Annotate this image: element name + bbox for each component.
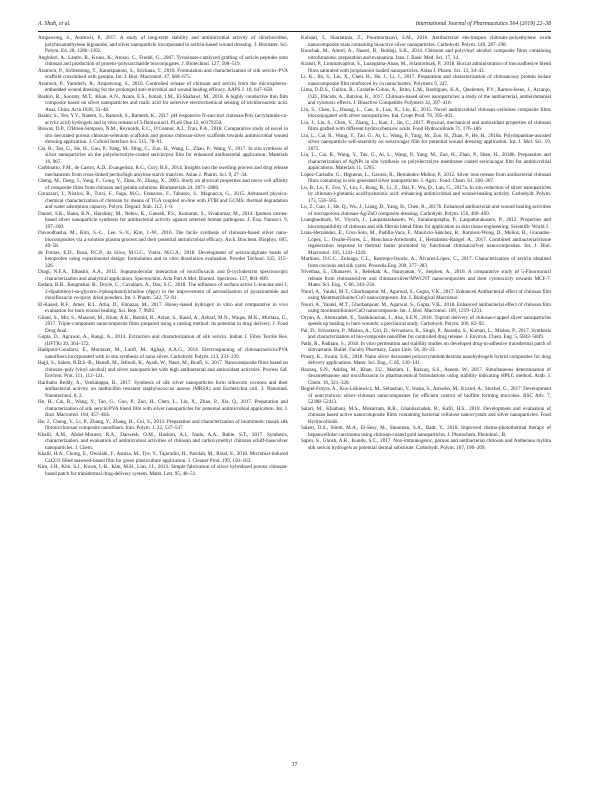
reference-entry: Luangbudnark, W., Viyoch, J., Laupattarakasem, W., Surakunprapha, P., Laupattarakasem, P., 2012. Properties and biocompatibility of chitosan and silk fibroin blend films for application in skin tissue engineering. Scientific World J. [301, 217, 551, 230]
reference-entry: He, J., Cheng, Y., Li, P., Zhang, Y., Zhang, H., Cui, S., 2013. Preparation and characterization of biomimetic tussah silk fibroin/chitosan composite nanofibers. Iran. Polym. J. 22, 537–547. [38, 418, 288, 431]
reference-entry: Salari, M., Khiabani, M.S., Mokarram, R.R., Ghanbarzadeh, B., Kafil, H.S., 2018. Development and evaluation of chitosan based active nanocomposite films containing bacterial cellulose nanocrystals and silver nanoparticles. Food Hydrocolloids. [301, 405, 551, 425]
running-header-authors: A. Shah, et al. [38, 21, 71, 27]
reference-entry: Bashir, S., Teo, Y.Y., Naeem, S., Ramesh, S., Ramesh, K., 2017. pH responsive N-succinyl chitosan/Poly (acrylamide-co-acrylic acid) hydrogels and in vitro release of 5-fluorouracil. PLoS One 12, e0179250. [38, 113, 288, 126]
reference-entry: Hajji, S., Salem, R.B.S.-B., Hamdi, M., Jellouli, K., Ayadi, W., Nasri, M., Boufi, S., 2017. Nanocomposite films based on chitosan–poly (vinyl alcohol) and silver nanoparticles with high antibacterial and antioxidant activities. Process Saf. Environ. Prot. 111, 112–121. [38, 360, 288, 379]
reference-entry: Lu, B., Lu, F., Zou, Y., Liu, J., Rong, B., Li, Z., Dai, F., Wu, D., Lan, G., 2017a. In situ reduction of silver nanoparticles by chitosan-l-glutamic acid/hyaluronic acid: enhancing antimicrobial and wound-healing activity. Carbohydr. Polym. 173, 556–565. [301, 184, 551, 204]
reference-entry: Bashiri, R., Sooraty, M.T., Khan, A.N., Azam, E.S., Ismail, I.M., El-Shahawi, M., 2018. A highly conductive thin film composite based on silver nanoparticles and malic acid for selective electrochemical sensing of trichloroacetic acid. Anal. Chim. Acta 1036, 33–48. [38, 93, 288, 113]
reference-entry: Kraisit, P., Limmatvapirat, S., Luangtana-Anan, M., Sriamornsak, P., 2018. Buccal administration of mucoadhesive blend films saturated with propranolol loaded nanoparticles. Asian J. Pharm. Sci. 13, 34–43. [301, 61, 551, 74]
reference-entry: Cheng, M., Deng, J., Yang, F., Gong, Y., Zhao, N., Zhang, X., 2003. Study on physical properties and nerve cell affinity of composite films from chitosan and gelatin solutions. Biomaterials 24, 2871–2880. [38, 178, 288, 191]
running-header-journal: International Journal of Pharmaceutics 564 (2019) 22–38 [415, 21, 551, 27]
reference-entry: Hadipour-Goudarzi, E., Montazer, M., Latifi, M., Aghaji, A.A.G., 2014. Electrospinning of chitosan/sericin/PVA nanofibers incorporated with in situ synthesis of nano silver. Carbohydr. Polym. 113, 231–239. [38, 347, 288, 360]
reference-entry: Gilani, S., Mir, S., Masood, M., Khan, A.K., Rashid, R., Azhar, S., Rasul, A., Ashraf, M.N., Waqas, M.K., Murtaza, G., 2017. Triple-component nanocomposite films prepared using a casting method: its potential in drug delivery. J. Food Drug Anal. [38, 314, 288, 334]
reference-entry: Oryan, A., Alemzadeh, E., Tashkhourian, J., Ana, S.F.N., 2018. Topical delivery of chitosan-capped silver nanoparticles speeds up healing in burn wounds: a preclinical study. Carbohydr. Polym. 200, 82–92. [301, 314, 551, 327]
reference-entry: Liu, L., Cai, R., Wang, Y., Tao, G., Ai, L., Wang, P., Yang, M., Zuo, H., Zhao, P., He, H., 2018a. Polydopamine-assisted silver nanoparticle self-assembly on sericin/agar film for potential wound dressing application. Int. J. Mol. Sci. 19, 2875. [301, 132, 551, 152]
reference-entry: Aramwit, P., Siritientong, T., Kanokpanont, S., Srichana, T., 2010. Formulation and characterization of silk sericin–PVA scaffold crosslinked with genipin. Int. J. Biol. Macromol. 47, 668–675. [38, 67, 288, 80]
reference-entry: Anghileri, A., Lantto, R., Kruus, K., Arosio, C., Freddi, G., 2007. Tyrosinase-catalyzed grafting of sericin peptides onto chitosan and production of protein–polysaccharide bioconjugates. J. Biotechnol. 127, 508–519. [38, 54, 288, 67]
reference-entry: Kohsari, I., Shariatinia, Z., Pourmortazavi, S.M., 2016. Antibacterial electrospun chitosan–polyethylene oxide nanocomposite mats containing bioactive silver nanoparticles. Carbohydr. Polym. 140, 287–298. [301, 35, 551, 48]
reference-entry: Sapru, S., Ghosh, A.K., Kundu, S.C., 2017. Non-immunogenic, porous and antibacterial chitosan and Antheraea mylitta silk sericin hydrogels as potential dermal substitute. Carbohydr. Polym. 167, 196–209. [301, 438, 551, 451]
reference-entry: Pathi, R., Padilam, S., 2018. In vitro permeation and stability studies on developed drug-in-adhesive transdermal patch of simvastatin. Bullet. Faculty Pharmacy, Cairo Univ. 56, 26–33. [301, 340, 551, 353]
reference-entry: Daniel, S.K., Banu, B.N., Harshiny, M., Nehru, K., Ganesh, P.S., Kumaran, S., Sivakumar, M., 2014. Ipomea carnea-based silver nanoparticle synthesis for antibacterial activity against selected human pathogens. J. Exp. Nanosci. 9, 197–209. [38, 210, 288, 230]
reference-entry: Nouri, A., Yaraki, M.T., Ghorbanpour, M., Agarwal, S., Gupta, V.K., 2018. Enhanced antibacterial effect of chitosan film using montmorillonite/CuO nanocomposite. Int. J. Biol. Macromol. 109, 1219–1231. [301, 301, 551, 314]
reference-entry: Martínez, D.C.C., Zuluaga, C.L., Restrepo-Osorio, A., Álvarez-López, C., 2017. Characterization of sericin obtained from cocoons and silk yarns. Procedia Eng. 200, 377–383. [301, 256, 551, 269]
reference-entry: Razzaq, S.N., Ashfaq, M., Khan, I.U., Mariam, I., Razzaq, S.S., Azeem, W., 2017. Simultaneous determination of dexamethasone and moxifloxacin in pharmaceutical formulations using stability indicating HPLC method. Arab. J. Chem. 10, 321–328. [301, 366, 551, 386]
reference-entry: Nivethaa, E., Dhanavel, S., Rebekah, A., Narayanan, V., Stephen, A., 2016. A comparative study of 5-Fluorouracil release from chitosan/silver and chitosan/silver/MWCNT nanocomposites and their cytotoxicity towards MCF-7. Mater. Sci. Eng., C 66, 244–250. [301, 269, 551, 288]
reference-entry: Davoodbasha, M., Kim, S.-C., Lee, S.-Y., Kim, J.-W., 2016. The facile synthesis of chitosan-based silver nano-biocomposites via a solution plasma process and their potential antimicrobial efficacy. Arch. Biochem. Biophys. 605, 49–58. [38, 230, 288, 249]
reference-entry: Carbinatto, F.M., de Castro, A.D., Evangelista, R.C., Cury, B.S., 2014. Insights into the swelling process and drug release mechanisms from cross-linked pectin/high amylose starch matrices. Asian J. Pharm. Sci. 9, 27–34. [38, 165, 288, 178]
reference-entry: Li, K., Jin, S., Liu, X., Chen, H., He, J., Li, J., 2017. Preparation and characterization of chitosan/soy protein isolate nanocomposite film reinforced by cu nanoclusters. Polymers 9, 247. [301, 74, 551, 87]
reference-entry: He, H., Cai, R., Wang, Y., Tao, G., Guo, P., Zuo, H., Chen, L., Liu, X., Zhao, P., Xia, Q., 2017. Preparation and characterization of silk sericin/PVA blend film with silver nanoparticles for potential antimicrobial application. Int. J. Biol. Macromol. 104, 457–464. [38, 399, 288, 418]
reference-entry: Aramwit, P., Yamdech, R., Ampawong, S., 2016. Controlled release of chitosan and sericin from the microspheres-embedded wound dressing for the prolonged anti-microbial and wound healing efficacy. AAPS J. 18, 647–658. [38, 80, 288, 93]
reference-entry: Khalil, A.M., Abdel-Monem, R.A., Darwesh, O.M., Hashim, A.I., Nada, A.A., Rabie, S.T., 2017. Synthesis, characterization, and evaluation of antimicrobial activities of chitosan and carboxymethyl chitosan schiff-base/silver nanoparticles. J. Chem. [38, 431, 288, 451]
reference-entry: Regiel-Futyra, A., Kus-Liśkiewicz, M., Sebastian, V., Irusta, S., Arruebo, M., Kyzioł, A., Stochel, G., 2017. Development of noncytotoxic silver–chitosan nanocomposites for efficient control of biofilm forming microbes. RSC Adv. 7, 52398–52413. [301, 386, 551, 405]
reference-entry: Eedara, B.B., Rangnekar, B., Doyle, C., Cavallaro, A., Das, S.C., 2018. The influence of surface active L-leucine and 1, 2-dipalmitoyl-sn-glycero-3-phosphatidylcholine (dppc) in the improvement of aerosolization of pyrazinamide and moxifloxacin co-spray dried powders. Int. J. Pharm. 542, 72–81. [38, 282, 288, 301]
reference-entry: Lima, D.D.S., Gullon, B., Cardelle-Cobas, A., Brito, L.M., Rodrigues, K.A., Quelemes, P.V., Ramos-Jesus, J., Arcanjo, D.D., Plácido, A., Batziou, K., 2017. Chitosan-based silver nanoparticles: a study of the antibacterial, antileishmanial and cytotoxic effects. J. Bioactive Compatible Polymers 32, 397–410. [301, 87, 551, 106]
references-right-column [301, 35, 551, 451]
reference-entry: Kouchak, M., Ameri, A., Naseri, B., Boldaji, S.K., 2014. Chitosan and polyvinyl alcohol composite films containing nitrofurazone: preparation and evaluation. Iran. J. Basic Med. Sci. 17, 14. [301, 48, 551, 61]
header-rule [38, 31, 551, 32]
reference-entry: Khalil, H.A., Chong, E., Owolabi, F., Asniza, M., Tye, Y., Tajarudin, H., Paridah, M., Rizal, S., 2018. Microbial-induced CaCO3 filled seaweed-based film for green plasticulture application. J. Cleaner Prod. 199, 150–163. [38, 451, 288, 464]
references-left-column [38, 35, 288, 477]
reference-entry: Liu, J., Liu, S., Chen, Y., Zhang, L., Kan, J., Jin, C., 2017. Physical, mechanical and antioxidant properties of chitosan films grafted with different hydroxybenzoic acids. Food Hydrocolloids 71, 176–186. [301, 119, 551, 132]
reference-entry: Nouri, A., Yaraki, M.T., Ghorbanpour, M., Agarwal, S., Gupta, V.K., 2017. Enhanced Antibacterial effect of chitosan film using Montmorillonite/CuO nanocomposite. Int. J. Biological Macromol. [301, 288, 551, 301]
reference-entry: Luna-Hernández, E., Cruz-Soto, M., Padilla-Vaca, F., Mauricio-Sánchez, R., Ramirez-Wong, D., Muñoz, R., Granados-López, L., Ovalle-Flores, L., Menchaca-Arredondo, J., Hernández-Rangel, A., 2017. Combined antibacterial/tissue regeneration response in thermal burns promoted by functional chitosan/silver nanocomposites. Int. J. Biol. Macromol. 105, 1241–1249. [301, 230, 551, 256]
reference-entry: El-Kased, R.F., Amer, R.I., Attia, D., Elmazar, M., 2017. Honey-based hydrogel: in vitro and comparative in vivo evaluation for burn wound healing. Sci. Rep. 7, 9692. [38, 301, 288, 314]
reference-entry: Haribabu Reddy, A., Venkatappa, B., 2017. Synthesis of silk silver nanoparticles form silkworm cocoons and their antibacterial activity on methicillin resistant staphylococcus aureus (MRSA) and Escherichia coli. J. Nanomed. Nanotechnol. 8, 2. [38, 379, 288, 399]
reference-entry: Kim, J.H., Kim, S.J., Kwon, I.-B., Kim, M.H., Lim, J.I., 2013. Simple fabrication of silver hybridized porous chitosan-based patch for transdermal drug-delivery system. Mater. Lett. 95, 48–51. [38, 464, 288, 477]
reference-entry: Cai, R., Tao, G., He, H., Guo, P., Yang, M., Ding, C., Zuo, H., Wang, L., Zhao, P., Wang, Y., 2017. In situ synthesis of silver nanoparticles on the polyelectrolyte-coated sericin/pva film for enhanced antibacterial application. Materials 10, 967. [38, 145, 288, 165]
page-number: 37 [291, 761, 298, 768]
reference-entry: López-Carballo, G., Higueras, L., Gavara, R., Hernández-Muñoz, P., 2012. Silver ions release from antibacterial chitosan films containing in situ generated silver nanoparticles. J. Agric. Food. Chem. 61, 260–267. [301, 171, 551, 184]
reference-entry: Corazzari, I., Nisticò, R., Turci, F., Faga, M.G., Franzoso, F., Tabasso, S., Magnacca, G., 2015. Advanced physico-chemical characterization of chitosan by means of TGA coupled on-line with FTIR and GCMS: thermal degradation and water adsorption capacity. Polym. Degrad. Stab. 112, 1–9. [38, 191, 288, 210]
reference-entry: de Freitas, E.D., Rosa, P.C.P., da Silva, M.G.C., Vieira, M.G.A., 2018. Development of sericin/alginate beads of ketoprofen using experimental design: formulation and in vitro dissolution evaluation. Powder Technol. 335, 315–326. [38, 249, 288, 269]
reference-entry: Dragi, N.F.A., Elbashir, A.A., 2015. Supramolecular interaction of moxifloxacin and β-cyclodextrin spectroscopic characterization and analytical application. Spectrochim. Acta Part A Mol. Biomol. Spectrosc. 137, 804–809. [38, 269, 288, 282]
reference-entry: Gupta, D., Agrawal, A., Rangi, A., 2014. Extraction and characterization of silk sericin. Indian J. Fibre Textile Res. (IJFTR) 39, 364–372. [38, 334, 288, 347]
reference-entry: Prusty, K., Swain, S.K., 2018. Nano silver decorated polyacrylamide/dextran nanohydrogels hybrid composites for drug delivery applications. Mater. Sci. Eng., C 85, 130–141. [301, 353, 551, 366]
reference-entry: Lu, Z., Gao, J., He, Q., Wu, J., Liang, D., Yang, H., Chen, R., 2017b. Enhanced antibacterial and wound healing activities of microporous chitosan-Ag/ZnO composite dressing. Carbohydr. Polym. 156, 460–469. [301, 204, 551, 217]
reference-entry: Lin, S., Chen, L., Huang, L., Cao, S., Luo, X., Liu, K., 2015. Novel antimicrobial chitosan–cellulose composite films bioconjugated with silver nanoparticles. Ind. Crops Prod. 70, 395–403. [301, 106, 551, 119]
reference-entry: Liu, L., Cai, R., Wang, Y., Tao, G., Ai, L., Wang, P., Yang, M., Zuo, H., Zhao, P., Shen, H., 2018b. Preparation and characterization of AgNPs in situ synthesis on polyelectrolyte membrane coated sericin/agar film for antimicrobial applications. Materials 11, 1205. [301, 152, 551, 171]
reference-entry: Pal, D., Srivastava, P., Mishra, A., Giri, D., Srivastava, K., Singh, P., Awasthi, S., Kumari, L., Mishra, P., 2017. Synthesis and characterization of bio-composite nanofiber for controlled drug release. J. Environ. Chem. Eng. 5, 5843–5849. [301, 327, 551, 340]
reference-entry: Ampawong, S., Aramwit, P., 2017. A study of long-term stability and antimicrobial activity of chlorhexidine, polyhexamethylene biguanide, and silver nanoparticle incorporated in sericin-based wound dressing. J. Biomater. Sci. Polym. Ed. 28, 1286–1302. [38, 35, 288, 54]
reference-entry: Biswas, D.P., O'Brien-Simpson, N.M., Reynolds, E.C., O'Connor, A.J., Tran, P.A., 2018. Comparative study of novel in situ decorated porous chitosan-selenium scaffolds and porous chitosan-silver scaffolds towards antimicrobial wound dressing application. J. Colloid Interface Sci. 515, 78–91. [38, 126, 288, 145]
reference-entry: Salem, D.S., Sliem, M.A., El-Sesy, M., Shouman, S.A., Badr, Y., 2018. Improved chemo-photothermal therapy of hepatocellular carcinoma using chitosan-coated gold nanoparticles. J. Photochem. Photobiol., B. [301, 425, 551, 438]
